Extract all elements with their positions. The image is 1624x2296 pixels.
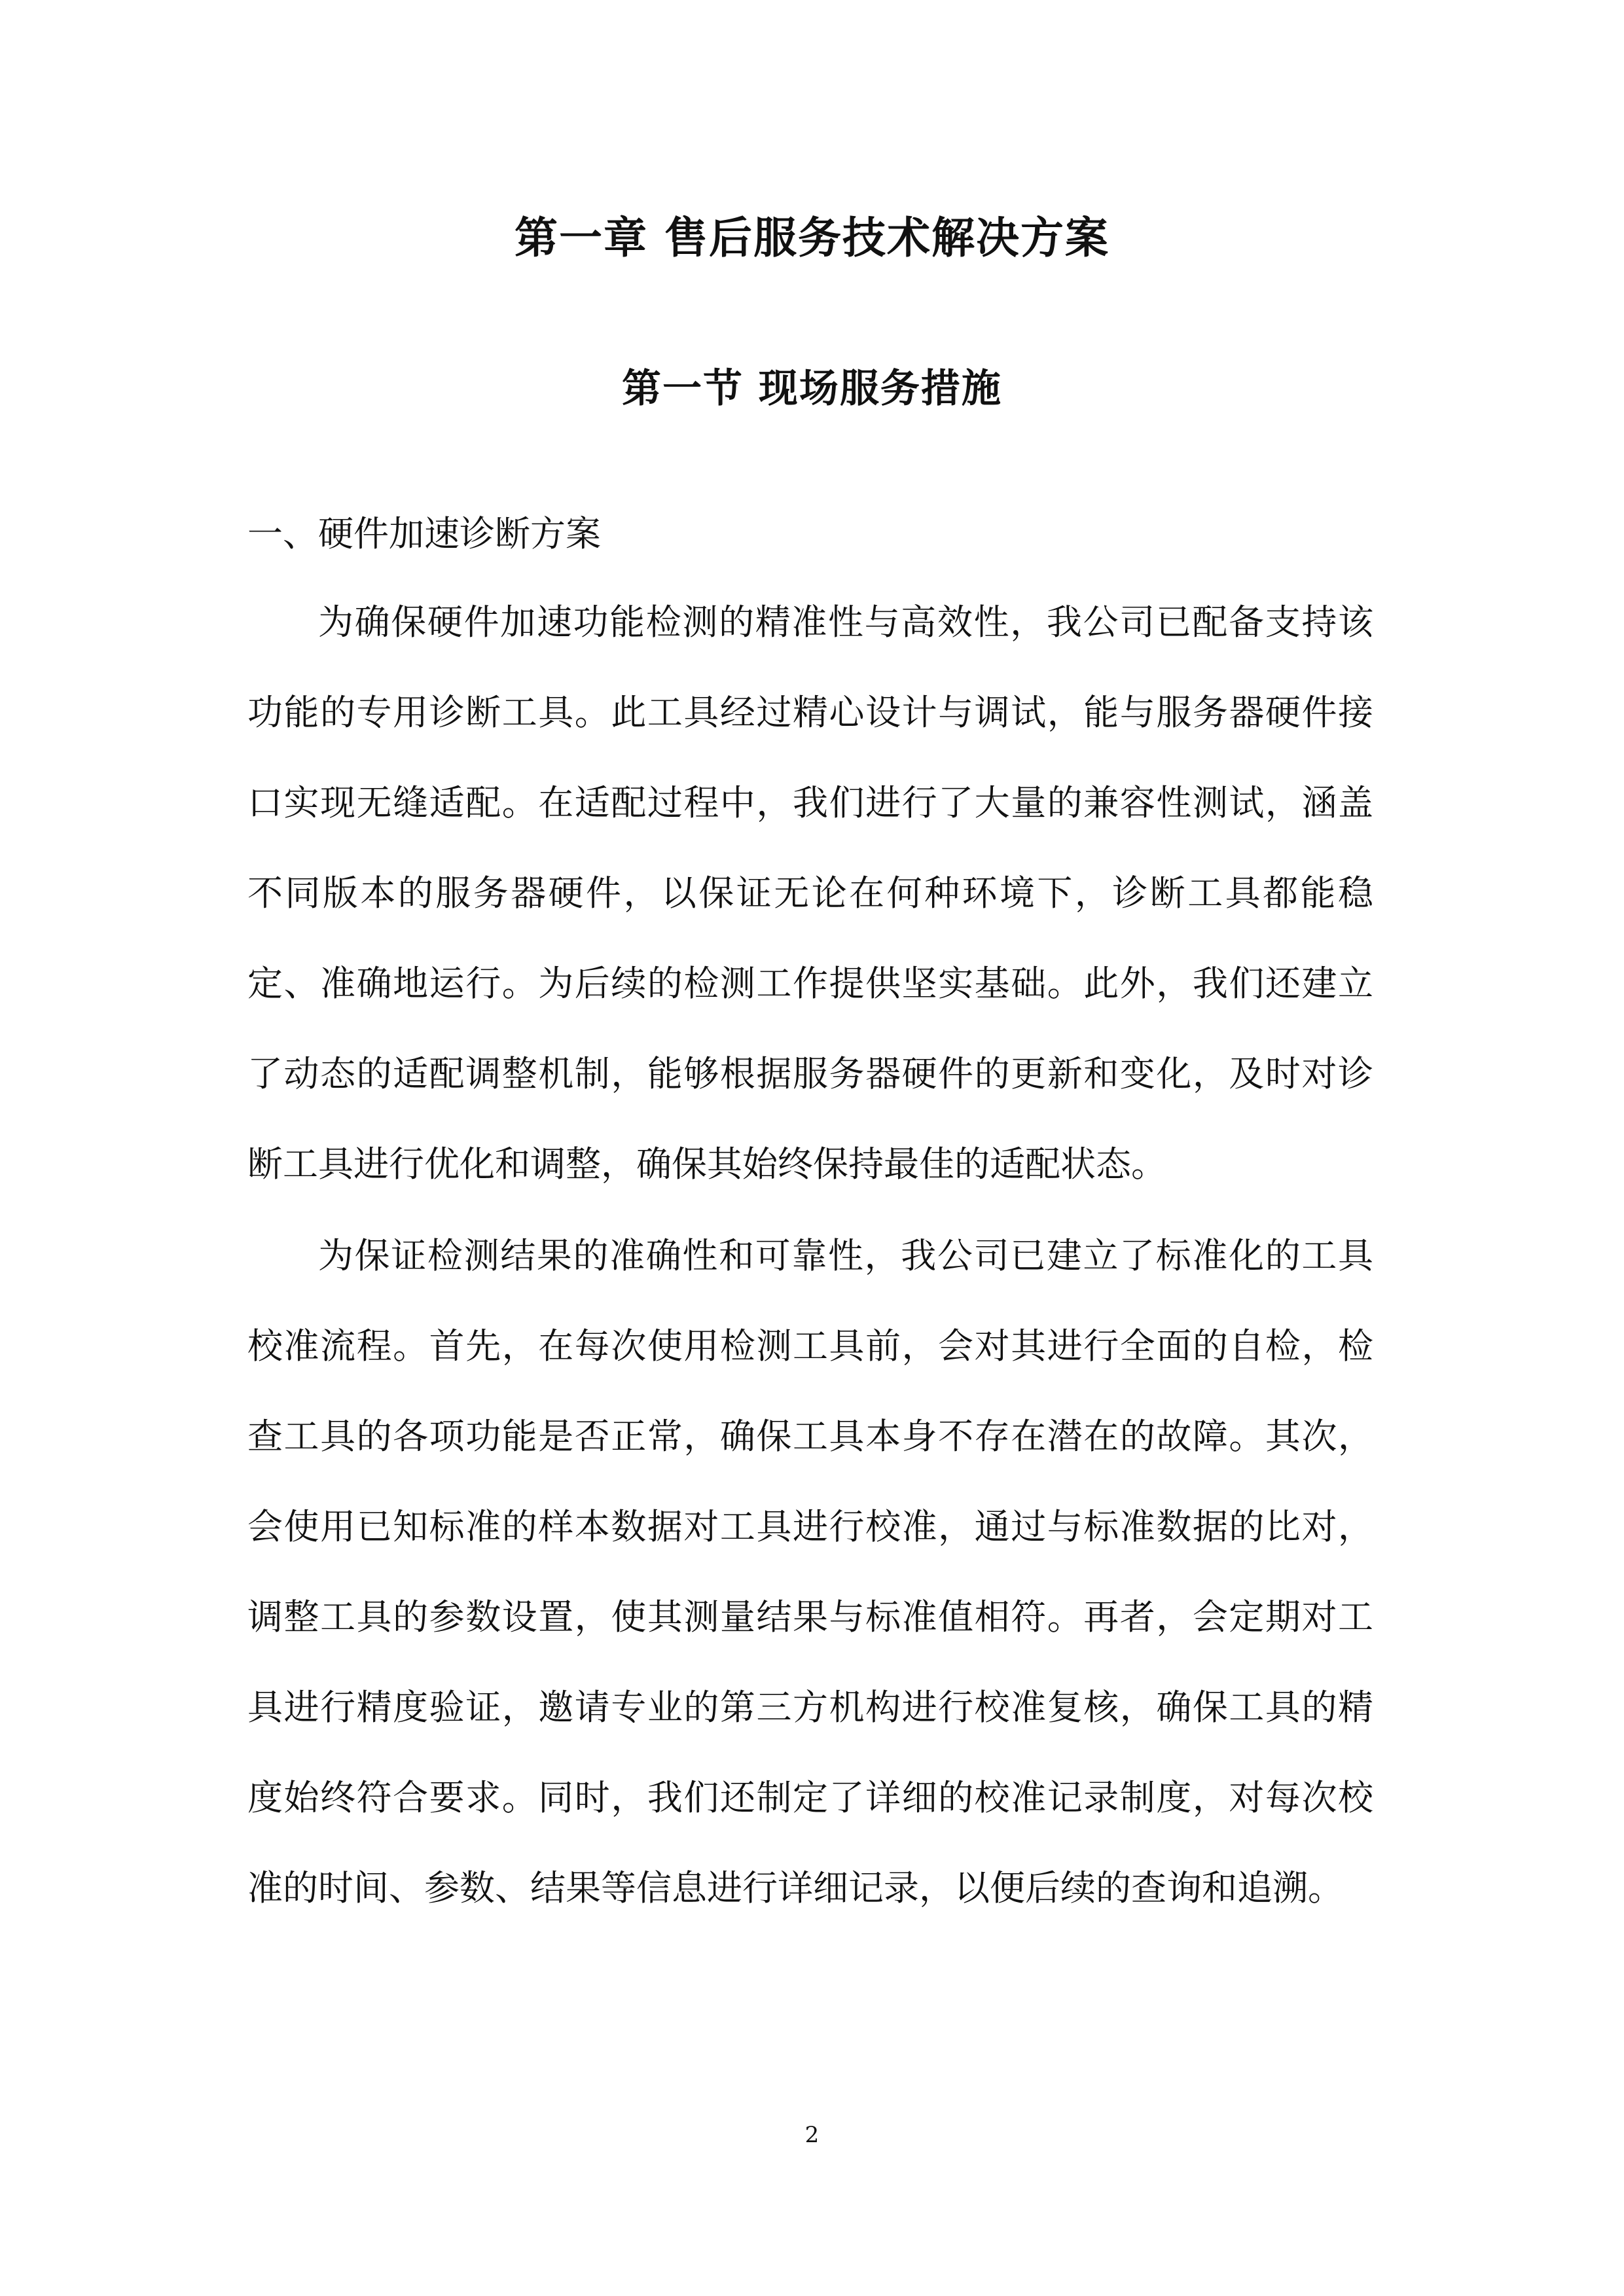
body-paragraph: 为保证检测结果的准确性和可靠性，我公司已建立了标准化的工具校准流程。首先，在每次使用检测工具前，会对其进行全面的自检，检查工具的各项功能是否正常，确保工具本身不存在潜在的故障。其次，会使用已知标准的样本数据对工具进行校准，通过与标准数据的比对，调整工具的参数设置，使其测量结果与标准值相符。再者，会定期对工具进行精度验证，邀请专业的第三方机构进行校准复核，确保工具的精度始终符合要求。同时，我们还制定了详细的校准记录制度，对每次校准的时间、参数、结果等信息进行详细记录，以便后续的查询和追溯。 <box>247 1235 1373 1909</box>
subsection-heading: 一、硬件加速诊断方案 <box>247 513 601 554</box>
body-paragraph: 为确保硬件加速功能检测的精准性与高效性，我公司已配备支持该功能的专用诊断工具。此工具经过精心设计与调试，能与服务器硬件接口实现无缝适配。在适配过程中，我们进行了大量的兼容性测试，涵盖不同版本的服务器硬件，以保证无论在何种环境下，诊断工具都能稳定、准确地运行。为后续的检测工作提供坚实基础。此外，我们还建立了动态的适配调整机制，能够根据服务器硬件的更新和变化，及时对诊断工具进行优化和调整，确保其始终保持最佳的适配状态。 <box>247 601 1373 1185</box>
page-number: 2 <box>804 2122 820 2148</box>
chapter-title: 第一章 售后服务技术解决方案 <box>514 212 1110 263</box>
section-title: 第一节 现场服务措施 <box>622 366 1002 412</box>
